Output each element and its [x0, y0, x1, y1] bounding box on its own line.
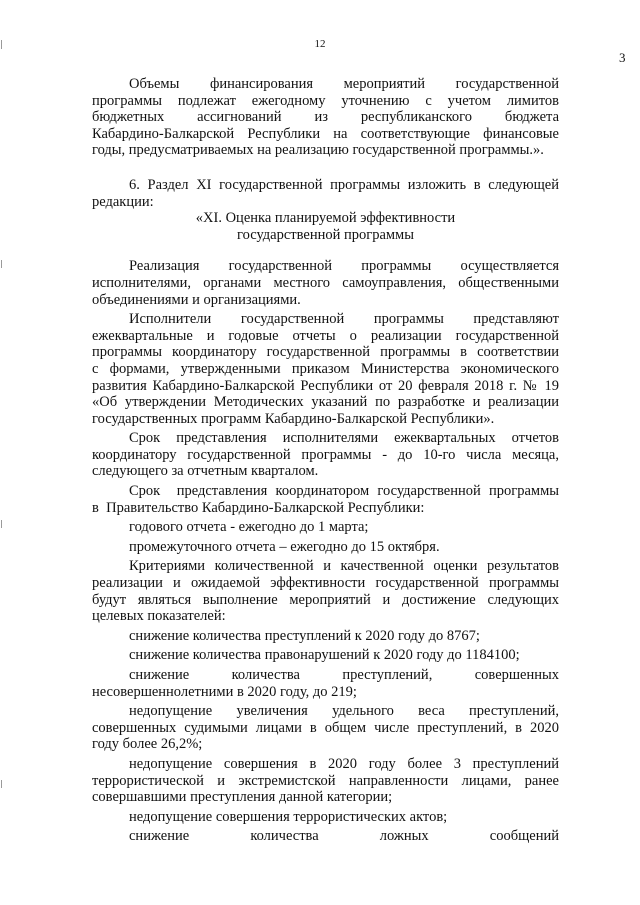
indicator-terrorism-repeat — [92, 756, 559, 806]
text-line: «Об утверждении Методических указаний по разработке и реализации — [92, 394, 559, 411]
paragraph-funding-volumes — [92, 76, 559, 159]
document-body — [92, 76, 559, 845]
scan-margin-mark — [1, 780, 2, 788]
scan-margin-mark — [1, 520, 2, 528]
text-line: Срок представления исполнителями ежеквартальных отчетов — [129, 430, 559, 447]
text-line: годового отчета - ежегодно до 1 марта; — [129, 519, 369, 536]
text-line: Реализация государственной программы осуществляется — [129, 258, 559, 275]
text-line: координатору государственной программы - до 10-го числа месяца, — [92, 446, 559, 463]
text-line: снижение количества правонарушений к 2020 году до 1184100; — [129, 647, 520, 664]
paragraph-annual-report — [92, 519, 559, 536]
paragraph-interim-report — [92, 539, 559, 556]
paragraph-implementation — [92, 258, 559, 308]
heading-line: государственной программы — [237, 226, 414, 243]
heading-line: «XI. Оценка планируемой эффективности — [195, 210, 456, 227]
paragraph-coordinator-deadline — [92, 483, 559, 516]
text-line: в Правительство Кабардино-Балкарской Республики: — [92, 499, 425, 516]
scan-margin-mark — [1, 260, 2, 268]
text-line: будут являться выполнение мероприятий и достижение следующих — [92, 591, 559, 608]
paragraph-quarterly-deadline — [92, 430, 559, 480]
text-line: промежуточного отчета – ежегодно до 15 октября. — [129, 538, 440, 555]
text-line: Критериями количественной и качественной оценки результатов — [129, 558, 559, 575]
text-line: следующего за отчетным кварталом. — [92, 463, 319, 480]
text-line: развития Кабардино-Балкарской Республики от 20 февраля 2018 г. № 19 — [92, 377, 559, 394]
text-line: году более 26,2%; — [92, 736, 203, 753]
text-line: террористической и экстремистской направленности лицами, ранее — [92, 772, 559, 789]
text-line: совершенных судимыми лицами в общем числе преступлений, в 2020 — [92, 719, 559, 736]
indicator-convicted — [92, 703, 559, 753]
text-line: Срок представления координатором государственной программы — [129, 483, 559, 500]
text-line: целевых показателей: — [92, 608, 226, 625]
text-line: исполнителями, органами местного самоуправления, общественными — [92, 274, 559, 291]
indicator-crimes — [92, 628, 559, 645]
text-line: реализации и ожидаемой эффективности государственной программы — [92, 575, 559, 592]
text-line: недопущение совершения террористических актов; — [129, 808, 448, 825]
text-line: годы, предусматриваемых на реализацию государственной программы.». — [92, 142, 544, 159]
text-line: недопущение увеличения удельного веса преступлений, — [129, 703, 559, 720]
edge-mark: 3 — [619, 50, 626, 65]
text-line: 6. Раздел XI государственной программы изложить в следующей — [129, 176, 559, 193]
text-line: несовершеннолетними в 2020 году, до 219; — [92, 683, 357, 700]
text-line: программы координатору государственной программы в соответствии — [92, 344, 559, 361]
text-line: объединениями и организациями. — [92, 291, 301, 308]
text-line: Исполнители государственной программы представляют — [129, 311, 559, 328]
text-line: снижение количества ложных сообщений — [129, 828, 559, 845]
text-line: редакции: — [92, 193, 154, 210]
indicator-offenses — [92, 647, 559, 664]
text-line: Кабардино-Балкарской Республики на соответствующие финансовые — [92, 125, 559, 142]
text-line: недопущение совершения в 2020 году более 3 преступлений — [129, 755, 559, 772]
paragraph-executors-reports — [92, 311, 559, 427]
paragraph-criteria — [92, 558, 559, 624]
text-line: снижение количества преступлений, совершенных — [129, 667, 559, 683]
text-line: ежеквартальные и годовые отчеты о реализации государственной — [92, 327, 559, 344]
text-line: Объемы финансирования мероприятий государственной — [129, 76, 559, 92]
text-line: бюджетных ассигнований из республиканского бюджета — [92, 109, 559, 126]
indicator-false-reports — [92, 828, 559, 845]
paragraph-section-xi-amendment — [92, 177, 559, 210]
page-number: 12 — [314, 38, 326, 50]
text-line: с формами, утвержденными приказом Министерства экономического — [92, 360, 559, 377]
indicator-terror-acts — [92, 809, 559, 826]
indicator-juvenile — [92, 667, 559, 700]
text-line: снижение количества преступлений к 2020 году до 8767; — [129, 627, 480, 644]
text-line: государственных программ Кабардино-Балкарской Республики». — [92, 410, 495, 427]
text-line: программы подлежат ежегодному уточнению с учетом лимитов — [92, 92, 559, 109]
section-heading — [92, 210, 559, 243]
text-line: совершавшими преступления данной категории; — [92, 789, 393, 806]
